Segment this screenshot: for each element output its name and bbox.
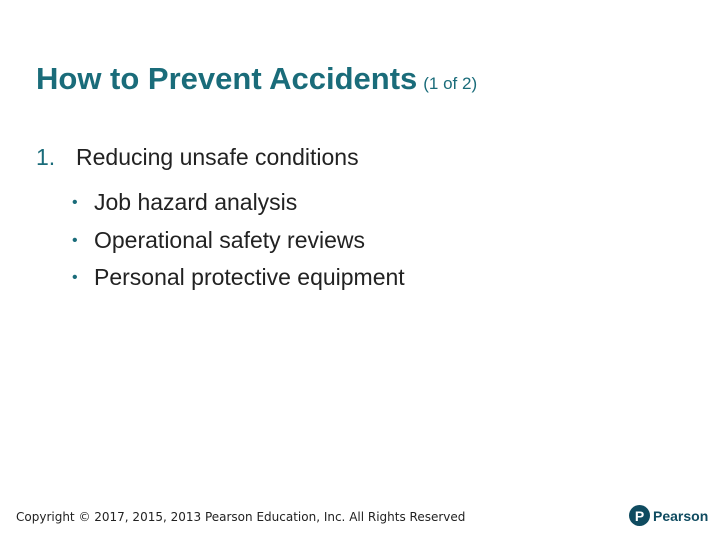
bullet-text: Operational safety reviews (94, 226, 366, 253)
bullet-icon: • (72, 194, 78, 211)
item-text: Reducing unsafe conditions (76, 144, 359, 170)
slide-title (36, 62, 477, 96)
slide-title-text: How to Prevent Accidents (36, 61, 418, 96)
bullet-item (72, 259, 405, 297)
bullet-icon: • (72, 269, 78, 286)
bullet-list (72, 184, 405, 297)
item-number: 1. (36, 144, 56, 170)
pearson-logo-icon: P (629, 505, 650, 526)
bullet-item (72, 184, 405, 222)
bullet-text: Job hazard analysis (94, 189, 298, 215)
bullet-icon: • (72, 231, 78, 249)
numbered-item (36, 144, 359, 172)
pearson-wordmark: Pearson (653, 507, 709, 524)
bullet-item (72, 222, 405, 260)
copyright-notice: Copyright © 2017, 2015, 2013 Pearson Education, Inc. All Rights Reserved (16, 510, 466, 524)
bullet-text: Personal protective equipment (94, 264, 405, 290)
pearson-logo (629, 505, 708, 526)
slide-title-page-indicator: (1 of 2) (423, 74, 478, 93)
